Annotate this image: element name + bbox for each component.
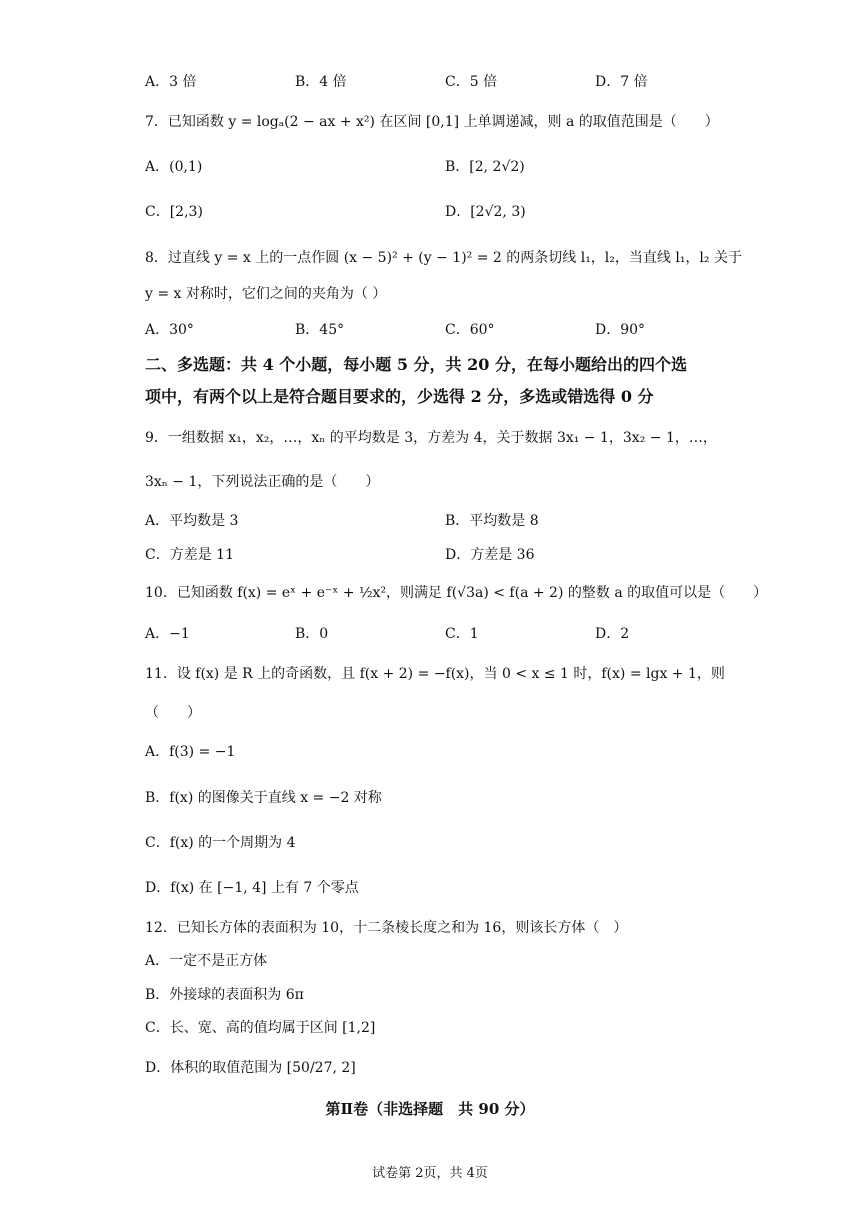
q8-option-a: A．30° bbox=[145, 322, 194, 338]
q6-option-a: A．3 倍 bbox=[145, 74, 197, 90]
q7-option-b: B．[2, 2√2) bbox=[445, 159, 525, 175]
q9-option-a: A．平均数是 3 bbox=[145, 513, 239, 529]
section2-heading-line2: 项中，有两个以上是符合题目要求的，少选得 2 分，多选或错选得 0 分 bbox=[145, 387, 654, 406]
q7-stem: 7．已知函数 y = logₐ(2 − ax + x²) 在区间 [0,1] 上单调递减，则 a 的取值范围是（ ） bbox=[145, 114, 719, 130]
part2-title: 第Ⅱ卷（非选择题 共 90 分） bbox=[325, 1100, 535, 1118]
q9-option-b: B．平均数是 8 bbox=[445, 513, 539, 529]
q7-option-a: A．(0,1) bbox=[145, 159, 203, 175]
q10-stem: 10．已知函数 f(x) = eˣ + e⁻ˣ + ½x²，则满足 f(√3a) < f(a + 2) 的整数 a 的取值可以是（ ） bbox=[145, 585, 768, 601]
q6-option-d: D．7 倍 bbox=[595, 74, 648, 90]
q11-option-b: B．f(x) 的图像关于直线 x = −2 对称 bbox=[145, 790, 382, 806]
q6-option-c: C．5 倍 bbox=[445, 74, 498, 90]
q12-stem: 12．已知长方体的表面积为 10，十二条棱长度之和为 16，则该长方体（ ） bbox=[145, 920, 628, 936]
q10-option-c: C．1 bbox=[445, 626, 479, 642]
q8-option-c: C．60° bbox=[445, 322, 495, 338]
q8-option-d: D．90° bbox=[595, 322, 646, 338]
q9-option-c: C．方差是 11 bbox=[145, 547, 234, 563]
q11-stem-line2: （ ） bbox=[145, 705, 201, 721]
q12-option-b: B．外接球的表面积为 6π bbox=[145, 987, 304, 1003]
q8-option-b: B．45° bbox=[295, 322, 345, 338]
q7-option-c: C．[2,3) bbox=[145, 204, 203, 220]
q11-stem-line1: 11．设 f(x) 是 R 上的奇函数，且 f(x + 2) = −f(x)，当 0 < x ≤ 1 时，f(x) = lgx + 1，则 bbox=[145, 666, 725, 682]
q10-option-a: A．−1 bbox=[145, 626, 190, 642]
q7-option-d: D．[2√2, 3) bbox=[445, 204, 526, 220]
q6-option-b: B．4 倍 bbox=[295, 74, 347, 90]
q12-option-c: C．长、宽、高的值均属于区间 [1,2] bbox=[145, 1020, 376, 1036]
q9-stem-line2: 3xₙ − 1，下列说法正确的是（ ） bbox=[145, 474, 380, 490]
q10-option-b: B．0 bbox=[295, 626, 329, 642]
q9-stem-line1: 9．一组数据 x₁，x₂，…，xₙ 的平均数是 3，方差为 4，关于数据 3x₁ − 1，3x₂ − 1，…， bbox=[145, 430, 717, 446]
q9-option-d: D．方差是 36 bbox=[445, 547, 535, 563]
q11-option-d: D．f(x) 在 [−1, 4] 上有 7 个零点 bbox=[145, 880, 359, 896]
q12-option-a: A．一定不是正方体 bbox=[145, 953, 268, 969]
q8-stem-line2: y = x 对称时，它们之间的夹角为（ ） bbox=[145, 286, 387, 302]
q11-option-a: A．f(3) = −1 bbox=[145, 744, 236, 760]
page-footer: 试卷第 2页，共 4页 bbox=[372, 1166, 488, 1181]
q10-option-d: D．2 bbox=[595, 626, 630, 642]
q8-stem-line1: 8．过直线 y = x 上的一点作圆 (x − 5)² + (y − 1)² = 2 的两条切线 l₁，l₂，当直线 l₁，l₂ 关于 bbox=[145, 250, 742, 266]
q12-option-d: D．体积的取值范围为 [50/27, 2] bbox=[145, 1060, 356, 1076]
section2-heading-line1: 二、多选题：共 4 个小题，每小题 5 分，共 20 分，在每小题给出的四个选 bbox=[145, 355, 687, 374]
q11-option-c: C．f(x) 的一个周期为 4 bbox=[145, 835, 296, 851]
